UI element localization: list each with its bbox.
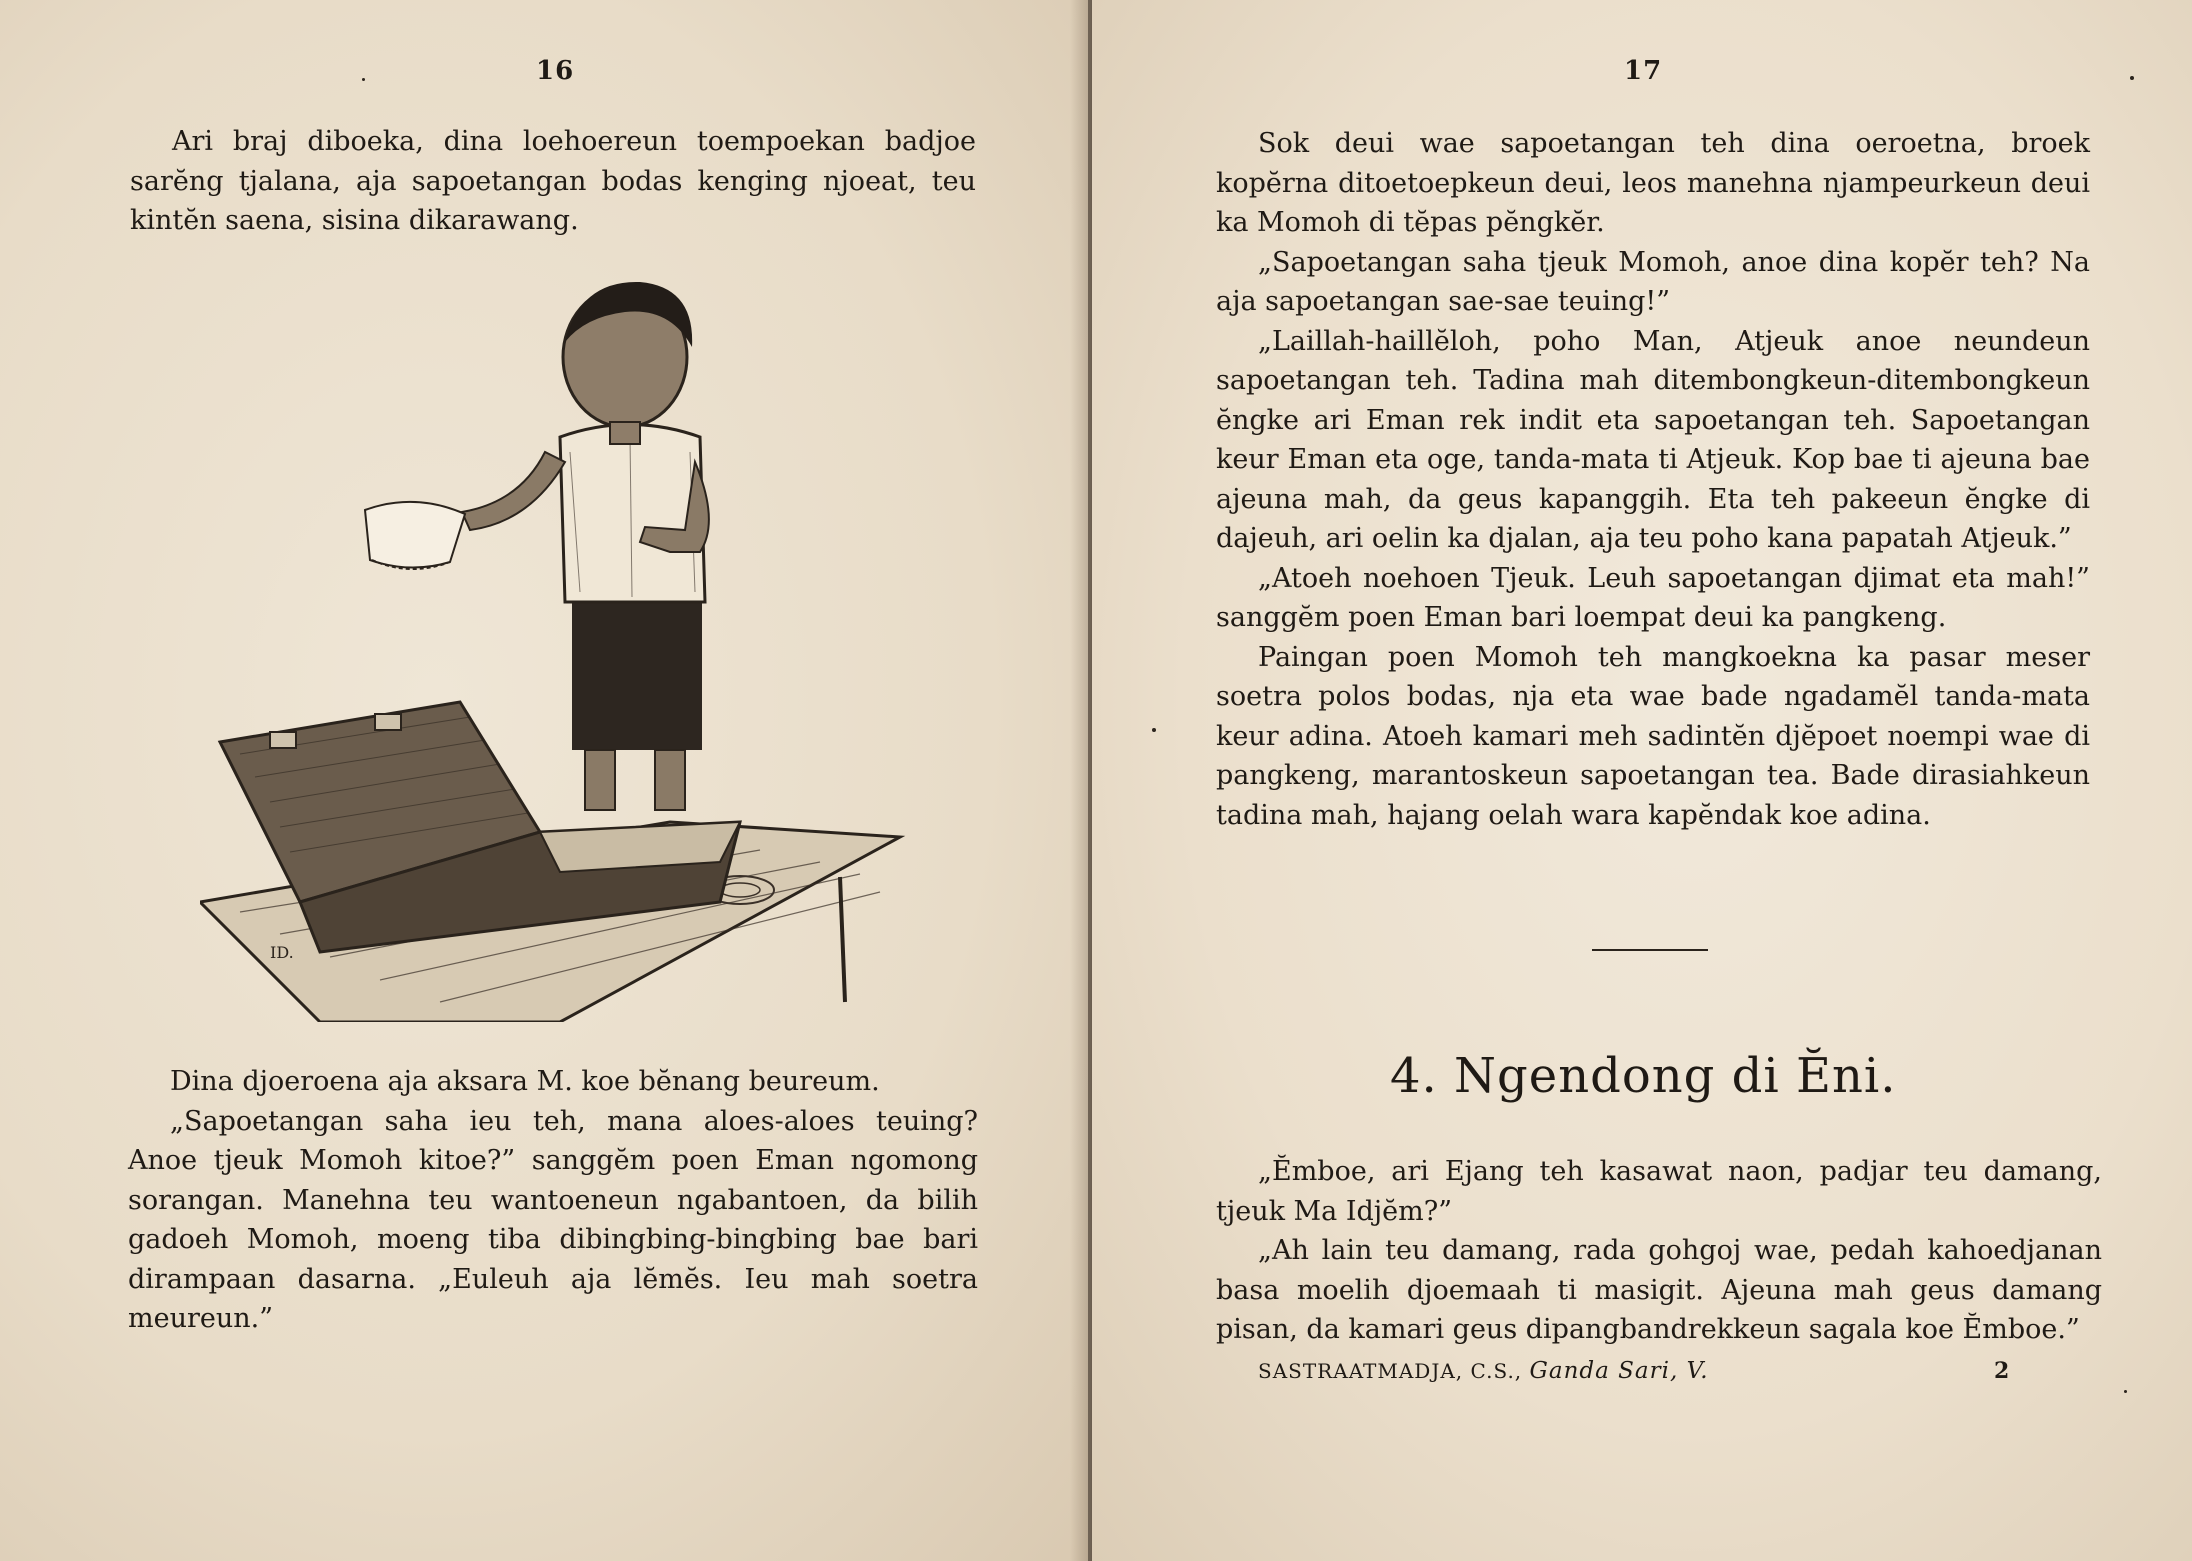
- left-page: [0, 0, 1088, 1561]
- paper-speck: [362, 78, 365, 81]
- paragraph: „Ĕmboe, ari Ejang teh kasawat naon, padjar teu damang, tjeuk Ma Idjĕm?”: [1216, 1156, 2102, 1227]
- paragraph: Ari braj diboeka, dina loehoereun toempoekan badjoe sarĕng tjalana, aja sapoetangan bodas kenging njoeat, teu kintĕn saena, sisina dikarawang.: [130, 126, 976, 236]
- chapter-text-block: [1216, 1152, 2102, 1350]
- paper-speck: [1152, 728, 1156, 732]
- paragraph: „Laillah-haillĕloh, poho Man, Atjeuk anoe neundeun sapoetangan teh. Tadina mah ditembongkeun-ditembongkeun ĕngke ari Eman rek indit eta sapoetangan teh. Sapoetangan keur Eman eta oge, tanda-mata ti Atjeuk. Kop bae ti ajeuna bae ajeuna mah, da geus kapanggih. Eta teh pakeeun ĕngke di dajeuh, ari oelin ka djalan, aja teu poho kana papatah Atjeuk.”: [1216, 325, 2090, 554]
- page-number: 16: [536, 56, 575, 86]
- page-number: 17: [1624, 56, 1663, 86]
- paragraph: „Sapoetangan saha ieu teh, mana aloes-aloes teuing? Anoe tjeuk Momoh kitoe?” sanggĕm poen Eman ngomong sorangan. Manehna teu wantoeneun ngabantoen, da bilih gadoeh Momoh, moeng tiba dibingbing-bingbing bae bari dirampaan dasarna. „Euleuh aja lĕmĕs. Ieu mah soetra meureun.”: [128, 1105, 978, 1334]
- boy-with-suitcase-illustration: [200, 262, 990, 1022]
- paragraph: „Ah lain teu damang, rada gohgoj wae, pedah kahoedjanan basa moelih djoemaah ti masigit. Ajeuna mah geus damang pisan, da kamari geus dipangbandrekkeun sagala koe Ĕmboe.”: [1216, 1235, 2102, 1345]
- paragraph: Dina djoeroena aja aksara M. koe bĕnang beureum.: [170, 1066, 880, 1097]
- footer-authors: SASTRAATMADJA, C.S.,: [1258, 1359, 1523, 1383]
- footer-book-title: Ganda Sari, V.: [1529, 1358, 1709, 1384]
- artist-mark: ID.: [270, 943, 294, 962]
- paper-speck: [2130, 76, 2134, 80]
- paragraph: Sok deui wae sapoetangan teh dina oeroetna, broek kopĕrna ditoetoepkeun deui, leos manehna njampeurkeun deui ka Momoh di tĕpas pĕngkĕr.: [1216, 128, 2090, 238]
- paragraph: „Sapoetangan saha tjeuk Momoh, anoe dina kopĕr teh? Na aja sapoetangan sae-sae teuing!”: [1216, 246, 2090, 317]
- signature-mark: 2: [1994, 1358, 2010, 1384]
- section-divider: [1592, 949, 1708, 951]
- paper-speck: [2124, 1390, 2127, 1393]
- page-footer: [1258, 1358, 1709, 1384]
- paragraph: Paingan poen Momoh teh mangkoekna ka pasar meser soetra polos bodas, nja eta wae bade ngadamĕl tanda-mata keur adina. Atoeh kamari meh sadintĕn djĕpoet noempi wae di pangkeng, marantoskeun sapoetangan tea. Bade dirasiahkeun tadina mah, hajang oelah wara kapĕndak koe adina.: [1216, 641, 2090, 831]
- main-text-block: [1216, 124, 2090, 835]
- top-paragraph-block: [130, 122, 976, 241]
- bottom-paragraph-block: [128, 1062, 978, 1339]
- paragraph: „Atoeh noehoen Tjeuk. Leuh sapoetangan djimat eta mah!” sanggĕm poen Eman bari loempat deui ka pangkeng.: [1216, 562, 2090, 633]
- chapter-heading: 4. Ngendong di Ĕni.: [1390, 1048, 1897, 1104]
